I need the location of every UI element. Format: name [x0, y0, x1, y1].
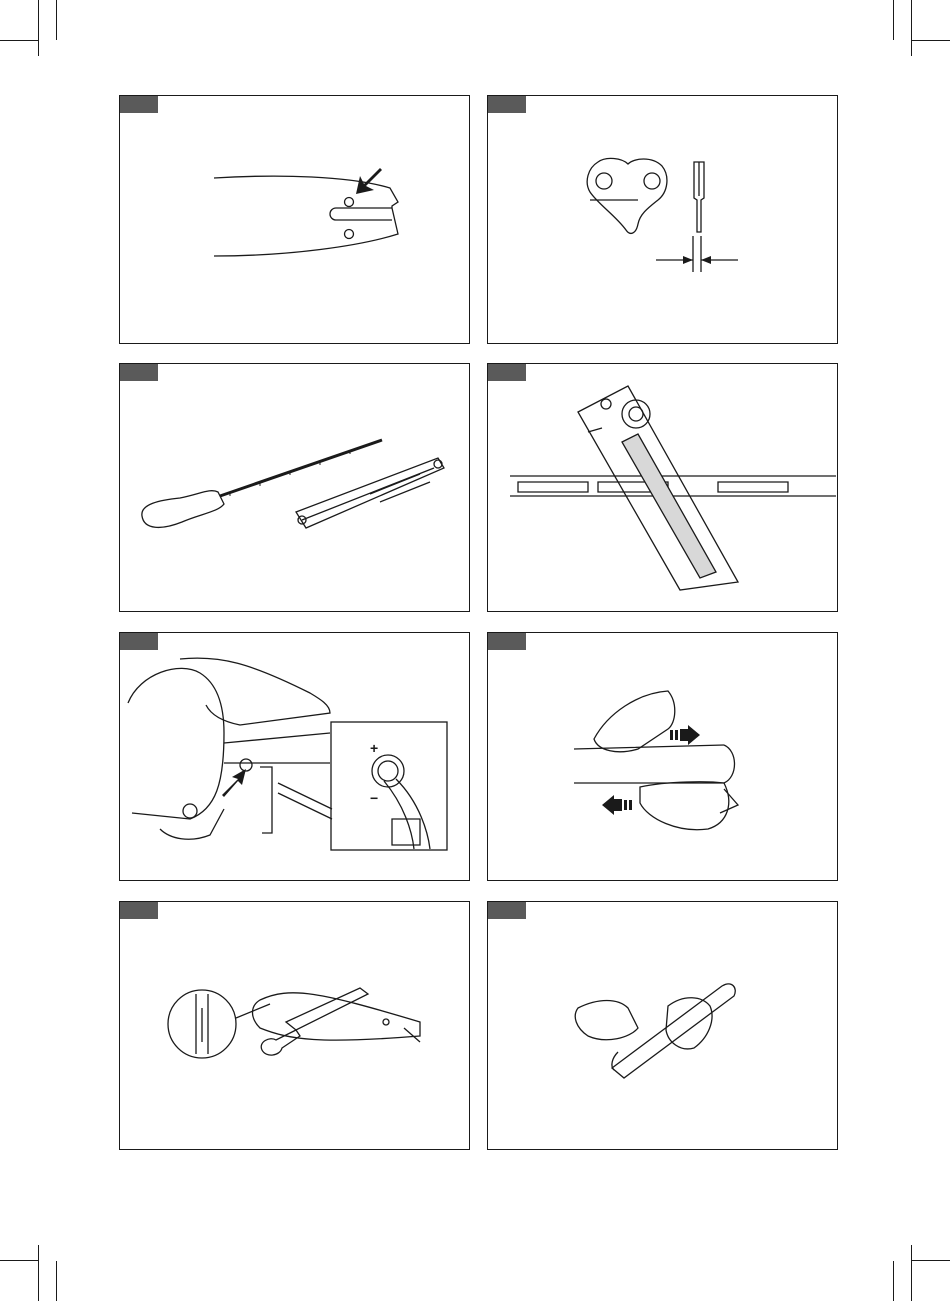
figure-panel-4 — [487, 363, 838, 612]
drive-link-illustration — [488, 96, 839, 345]
guide-bar-illustration — [120, 96, 471, 345]
chain-tension-illustration — [120, 633, 471, 882]
tension-plus-label: + — [370, 740, 379, 756]
gauge-arrow-right-icon — [701, 256, 711, 264]
tension-minus-label: − — [370, 790, 379, 806]
flat-file-bar-illustration — [120, 902, 471, 1151]
filing-hands-illustration — [488, 633, 839, 882]
file-guide-on-chain-illustration — [488, 364, 839, 613]
gauge-arrow-left-icon — [683, 256, 693, 264]
figure-panel-6 — [487, 632, 838, 881]
figure-panel-1 — [119, 95, 470, 344]
figure-panel-8 — [487, 901, 838, 1150]
figure-panel-5 — [119, 632, 470, 881]
figure-panel-7 — [119, 901, 470, 1150]
arrow-left-icon — [602, 795, 632, 815]
arrow-icon — [222, 769, 246, 797]
figure-panel-3 — [119, 363, 470, 612]
file-and-guide-illustration — [120, 364, 471, 613]
arrow-right-icon — [670, 725, 700, 745]
arrow-icon — [356, 168, 382, 194]
figure-panel-2 — [487, 95, 838, 344]
hands-guide-bar-illustration — [488, 902, 839, 1151]
